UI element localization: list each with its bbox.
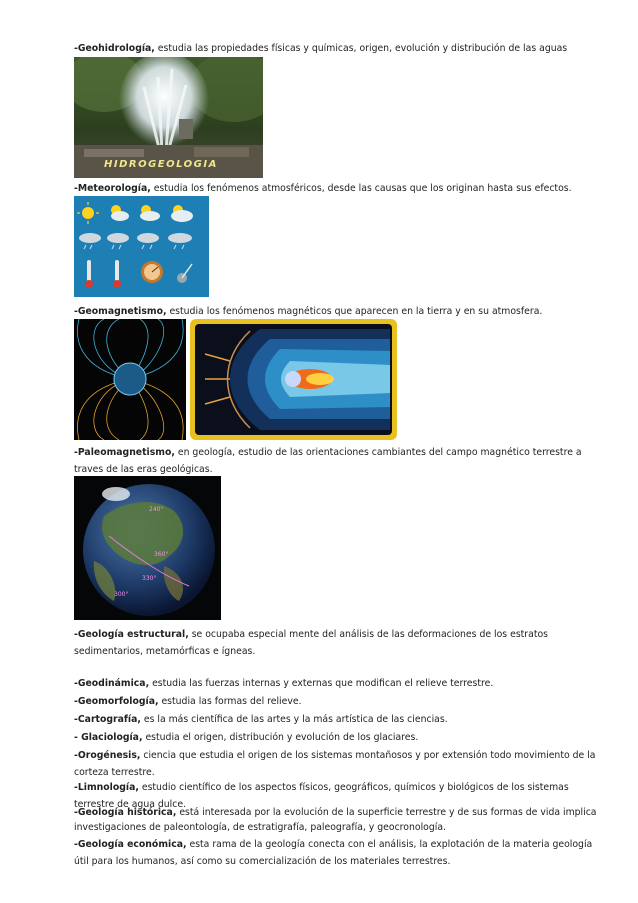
paragraph-geomagnetismo [74, 303, 604, 320]
geomagnetismo-field-image [74, 319, 186, 440]
definition: se ocupaba especial mente del análisis de las deformaciones de los estratos sedimentarios, metamórficas e ígneas. [74, 629, 549, 657]
term: -Geohidrología, [74, 43, 155, 54]
term: -Cartografía, [74, 714, 141, 725]
paragraph-paleomagnetismo [74, 444, 604, 478]
definition: estudia las propiedades físicas y químicas, origen, evolución y distribución de las aguas [157, 43, 568, 54]
definition: está interesada por la evolución de la superficie terrestre y de sus formas de vida implica investigaciones de paleontología, de estratigrafía, paleografía, y geocronología. [74, 807, 597, 833]
hidrogeologia-image [74, 57, 263, 178]
paragraph-cartografia [74, 711, 604, 728]
pole-label: 360° [154, 551, 169, 558]
paragraph-geologia-historica [74, 805, 604, 835]
paragraph-geomorfologia [74, 693, 604, 710]
definition: ciencia que estudia el origen de los sistemas montañosos y por extensión todo movimiento de la corteza terrestre. [74, 750, 596, 778]
term: -Geología económica, [74, 839, 187, 850]
term: -Geodinámica, [74, 678, 150, 689]
paragraph-glaciologia [74, 729, 604, 746]
term: -Limnología, [74, 782, 139, 793]
definition: esta rama de la geología conecta con el análisis, la explotación de la materia geología útil para los humanos, así como su comercialización de los materiales terrestres. [74, 839, 593, 867]
definition: estudia los fenómenos magnéticos que aparecen en la tierra y en su atmosfera. [166, 306, 543, 317]
paragraph-geodinamica [74, 675, 604, 692]
term: -Geomorfología, [74, 696, 159, 707]
definition: estudio científico de los aspectos físicos, geográficos, químicos y biológicos de los sistemas terrestre de agua dulce. [74, 782, 569, 810]
paragraph-orogenesis [74, 747, 604, 781]
paleomagnetismo-globe-image [74, 476, 221, 620]
term: -Geomagnetismo, [74, 306, 167, 317]
term: -Paleomagnetismo, [74, 447, 175, 458]
definition: es la más científica de las artes y la más artística de las ciencias. [140, 714, 448, 725]
term: -Geología histórica, [74, 807, 177, 818]
pole-label: 240° [149, 506, 164, 513]
definition: estudia el origen, distribución y evolución de los glaciares. [142, 732, 419, 743]
term: -Meteorología, [74, 183, 151, 194]
pole-label: 330° [142, 575, 157, 582]
term: -Geología estructural, [74, 629, 189, 640]
definition: estudia los fenómenos atmosféricos, desde las causas que los originan hasta sus efectos. [150, 183, 572, 194]
barometer-icon [141, 261, 163, 283]
paragraph-geologia-estructural [74, 626, 604, 660]
definition: estudia las formas del relieve. [158, 696, 302, 707]
paragraph-geologia-economica [74, 836, 604, 870]
paragraph-meteorologia [74, 180, 604, 197]
definition: estudia las fuerzas internas y externas que modifican el relieve terrestre. [149, 678, 494, 689]
term: -Orogénesis, [74, 750, 141, 761]
magnetosphere-image [190, 319, 397, 440]
meteorologia-image [74, 196, 209, 297]
pole-label: 300° [114, 591, 129, 598]
image-caption: HIDROGEOLOGIA [104, 159, 218, 170]
definition: en geología, estudio de las orientaciones cambiantes del campo magnético terrestre a traves de las eras geológicas. [74, 447, 582, 475]
term: - Glaciología, [74, 732, 143, 743]
